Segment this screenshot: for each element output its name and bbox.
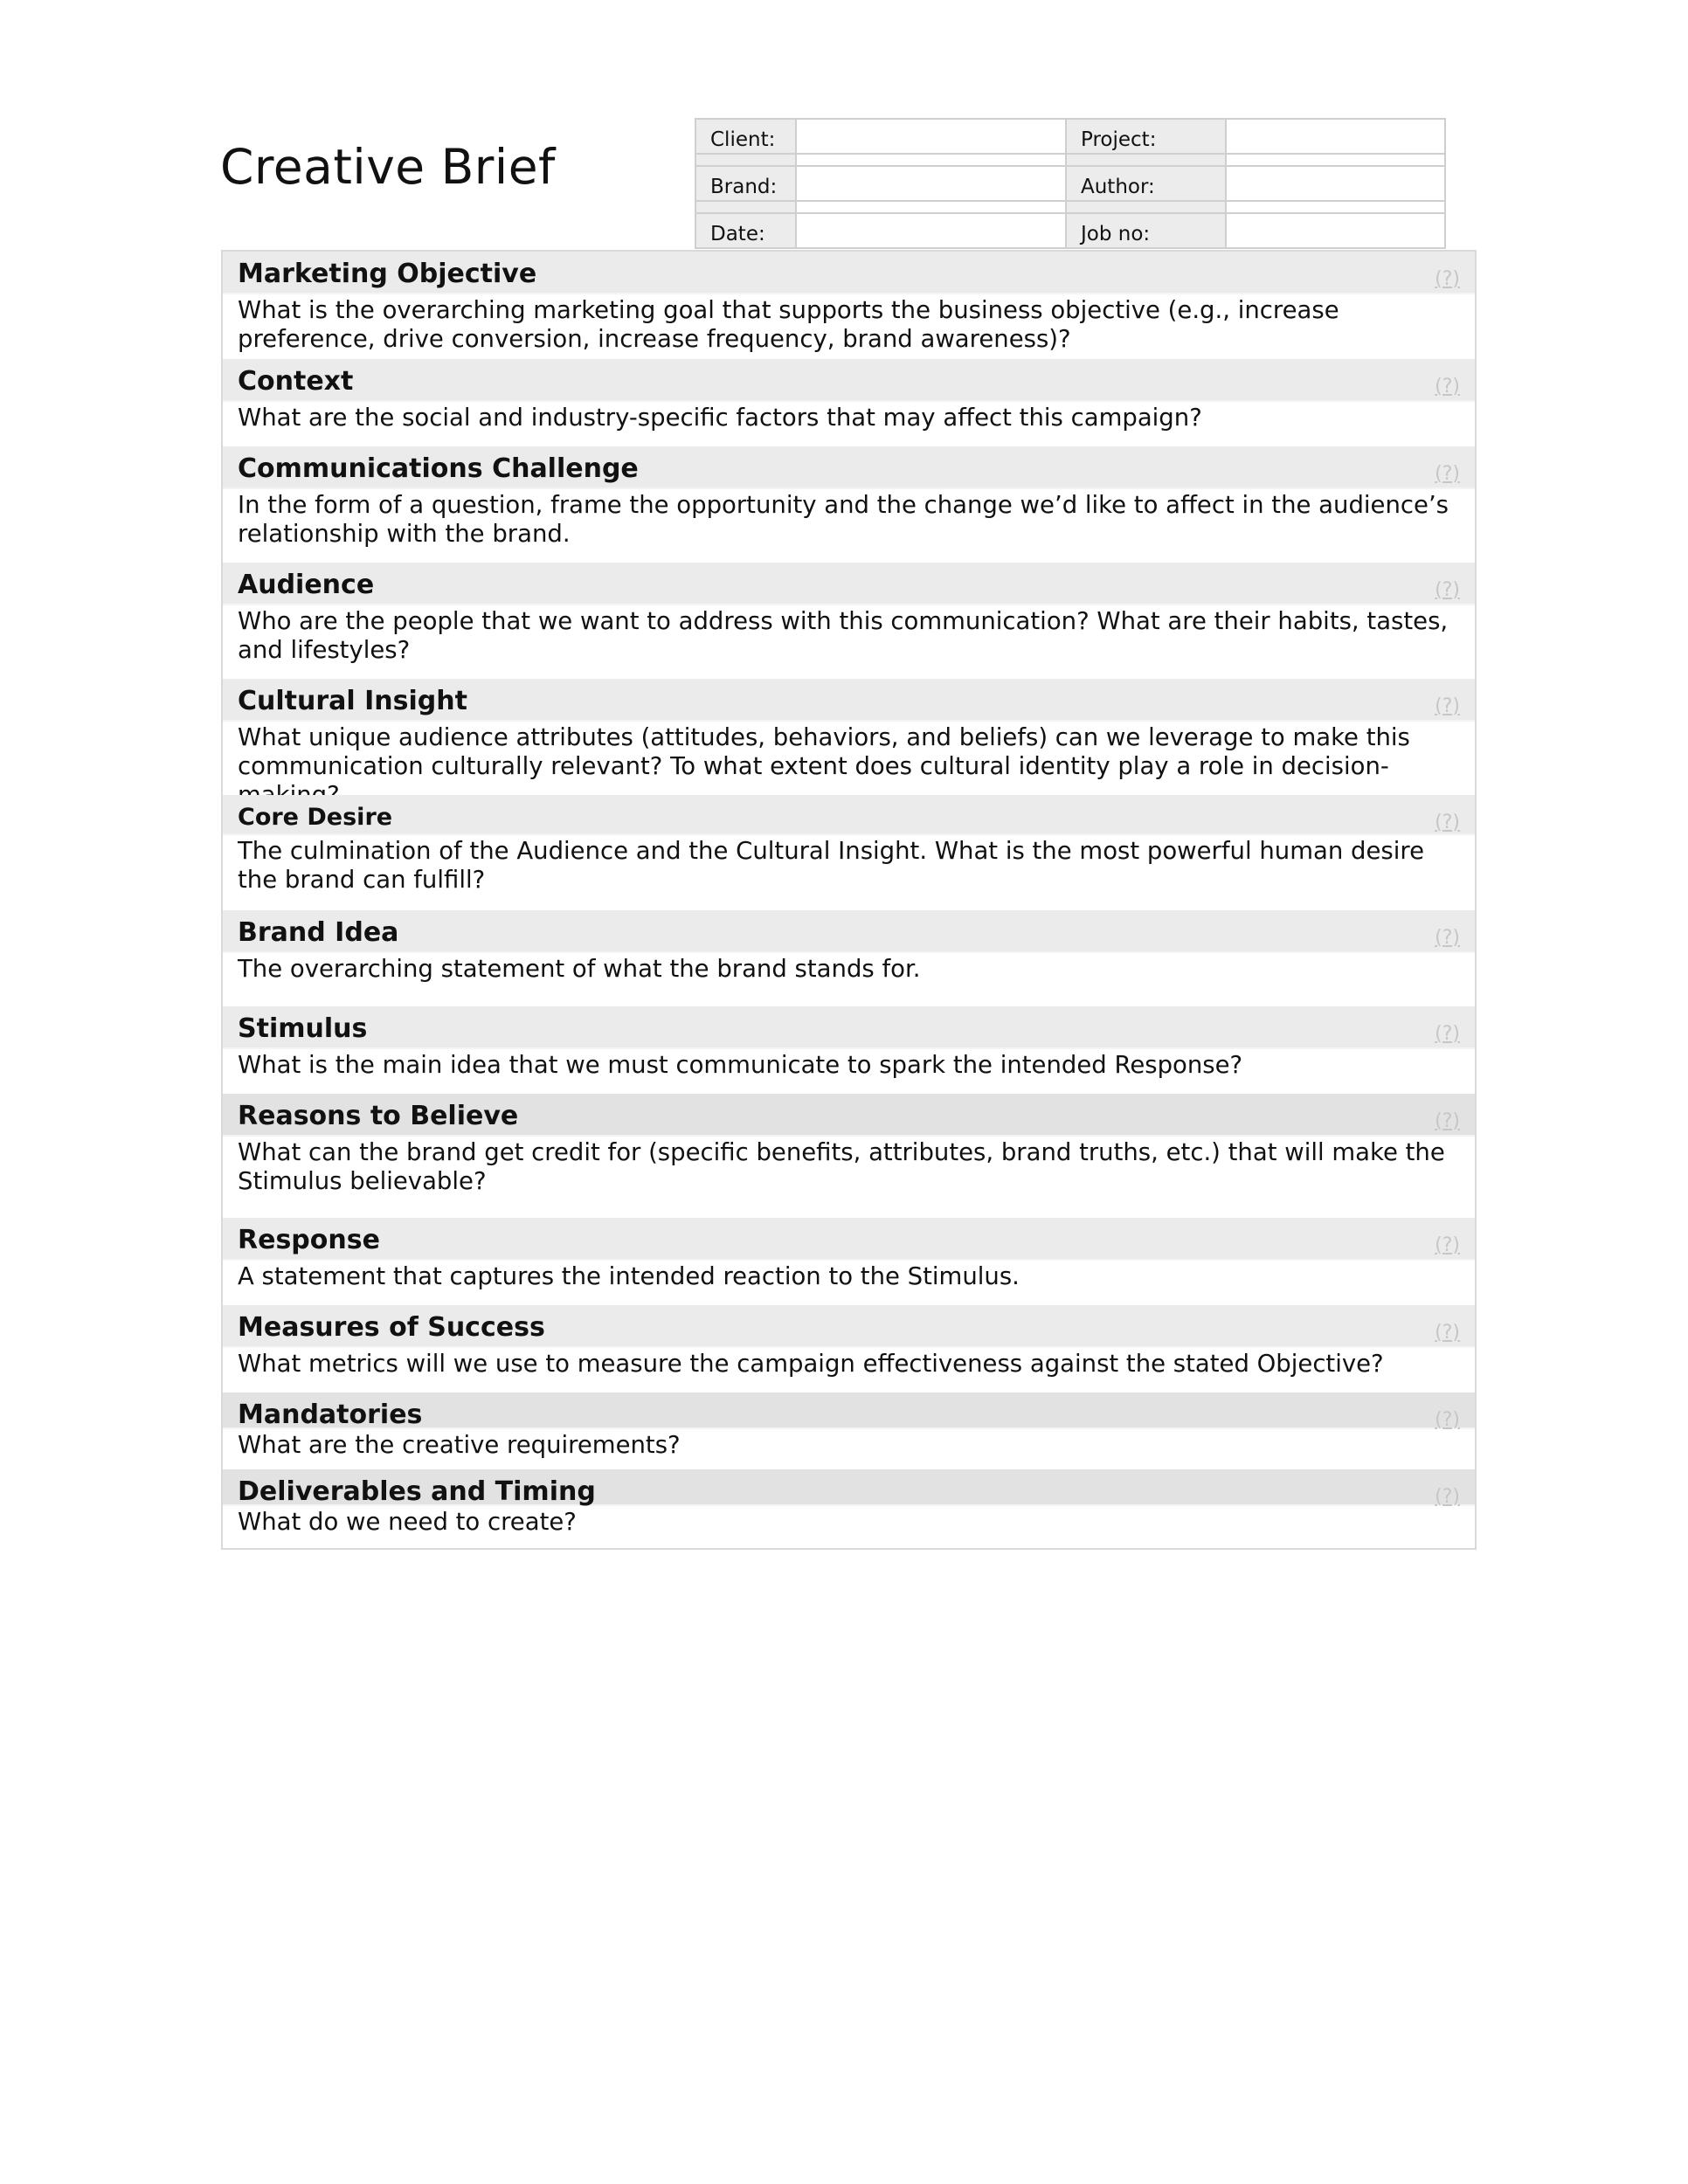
section-heading: [223, 252, 1475, 293]
section-heading-text: Reasons to Believe: [238, 1101, 519, 1131]
author-field[interactable]: [1226, 166, 1445, 201]
project-field[interactable]: [1226, 119, 1445, 154]
section-heading-text: Response: [238, 1225, 380, 1255]
section-prompt[interactable]: What can the brand get credit for (specific benefits, attributes, brand truths, etc.) that will make the Stimulus believable?: [223, 1135, 1475, 1218]
section-heading-text: Stimulus: [238, 1013, 368, 1044]
section-heading: [223, 910, 1475, 951]
section-prompt[interactable]: Who are the people that we want to address with this communication? What are their habits, tastes, and lifestyles?: [223, 604, 1475, 679]
section-cultural-insight: [223, 679, 1475, 795]
section-heading-text: Measures of Success: [238, 1312, 545, 1343]
section-heading: [223, 1305, 1475, 1346]
section-heading-text: Deliverables and Timing: [238, 1476, 596, 1507]
help-link[interactable]: (?): [1435, 927, 1460, 949]
brand-label: Brand:: [695, 166, 796, 201]
section-prompt[interactable]: What unique audience attributes (attitudes, behaviors, and beliefs) can we leverage to make this communication culturally relevant? To what extent does cultural identity play a role in decision-: [223, 720, 1475, 795]
date-label: Date:: [695, 213, 796, 248]
section-brand-idea: [223, 910, 1475, 1006]
section-prompt[interactable]: The overarching statement of what the brand stands for.: [223, 951, 1475, 1006]
section-heading: [223, 679, 1475, 720]
section-prompt[interactable]: What are the social and industry-specific factors that may affect this campaign?: [223, 400, 1475, 446]
help-link[interactable]: (?): [1435, 812, 1460, 833]
project-info-table: [695, 118, 1446, 249]
brief-sections: [221, 250, 1477, 1550]
help-link[interactable]: (?): [1435, 268, 1460, 290]
section-heading-text: Core Desire: [238, 804, 393, 831]
section-heading-text: Audience: [238, 570, 375, 600]
brand-field[interactable]: [796, 166, 1066, 201]
help-link[interactable]: (?): [1435, 1234, 1460, 1256]
page-title: Creative Brief: [220, 139, 556, 195]
author-label: Author:: [1066, 166, 1226, 201]
section-deliverables-and-timing: [223, 1469, 1475, 1548]
section-mandatories: [223, 1393, 1475, 1469]
help-link[interactable]: (?): [1435, 579, 1460, 601]
section-heading: [223, 1006, 1475, 1047]
date-field[interactable]: [796, 213, 1066, 248]
section-heading-text: Cultural Insight: [238, 686, 467, 716]
section-stimulus: [223, 1006, 1475, 1094]
help-link[interactable]: (?): [1435, 1023, 1460, 1045]
project-label: Project:: [1066, 119, 1226, 154]
section-communications-challenge: [223, 446, 1475, 563]
section-reasons-to-believe: [223, 1094, 1475, 1218]
section-heading: [223, 563, 1475, 604]
section-heading-text: Context: [238, 366, 354, 397]
section-prompt[interactable]: The culmination of the Audience and the Cultural Insight. What is the most powerful human desire the brand can fulfill?: [223, 833, 1475, 910]
help-link[interactable]: (?): [1435, 1486, 1460, 1508]
section-prompt[interactable]: In the form of a question, frame the opportunity and the change we’d like to affect in the audience’s relationship with the brand.: [223, 487, 1475, 563]
section-heading: [223, 1218, 1475, 1259]
section-heading: [223, 359, 1475, 400]
section-heading: [223, 1469, 1475, 1508]
section-core-desire: [223, 795, 1475, 910]
client-field[interactable]: [796, 119, 1066, 154]
help-link[interactable]: (?): [1435, 376, 1460, 397]
section-context: [223, 359, 1475, 446]
help-link[interactable]: (?): [1435, 463, 1460, 485]
section-measures-of-success: [223, 1305, 1475, 1393]
section-marketing-objective: [223, 252, 1475, 359]
section-prompt[interactable]: What do we need to create?: [223, 1504, 1475, 1548]
section-prompt[interactable]: What are the creative requirements?: [223, 1427, 1475, 1469]
section-prompt[interactable]: What is the overarching marketing goal that supports the business objective (e.g., increase preference, drive conversion, increase frequency, brand awareness)?: [223, 293, 1475, 359]
help-link[interactable]: (?): [1435, 1322, 1460, 1344]
help-link[interactable]: (?): [1435, 1409, 1460, 1431]
section-heading: [223, 446, 1475, 487]
job-no-field[interactable]: [1226, 213, 1445, 248]
help-link[interactable]: (?): [1435, 695, 1460, 717]
section-prompt[interactable]: What metrics will we use to measure the campaign effectiveness against the stated Objective?: [223, 1346, 1475, 1393]
help-link[interactable]: (?): [1435, 1110, 1460, 1132]
section-heading-text: Marketing Objective: [238, 259, 537, 289]
job-no-label: Job no:: [1066, 213, 1226, 248]
section-response: [223, 1218, 1475, 1305]
client-label: Client:: [695, 119, 796, 154]
section-heading-text: Mandatories: [238, 1400, 423, 1430]
section-heading: [223, 1393, 1475, 1431]
section-heading-text: Brand Idea: [238, 917, 399, 948]
section-prompt[interactable]: What is the main idea that we must communicate to spark the intended Response?: [223, 1047, 1475, 1094]
section-prompt[interactable]: A statement that captures the intended reaction to the Stimulus.: [223, 1259, 1475, 1305]
section-heading: [223, 795, 1475, 833]
section-audience: [223, 563, 1475, 679]
section-heading-text: Communications Challenge: [238, 453, 639, 484]
section-heading: [223, 1094, 1475, 1135]
